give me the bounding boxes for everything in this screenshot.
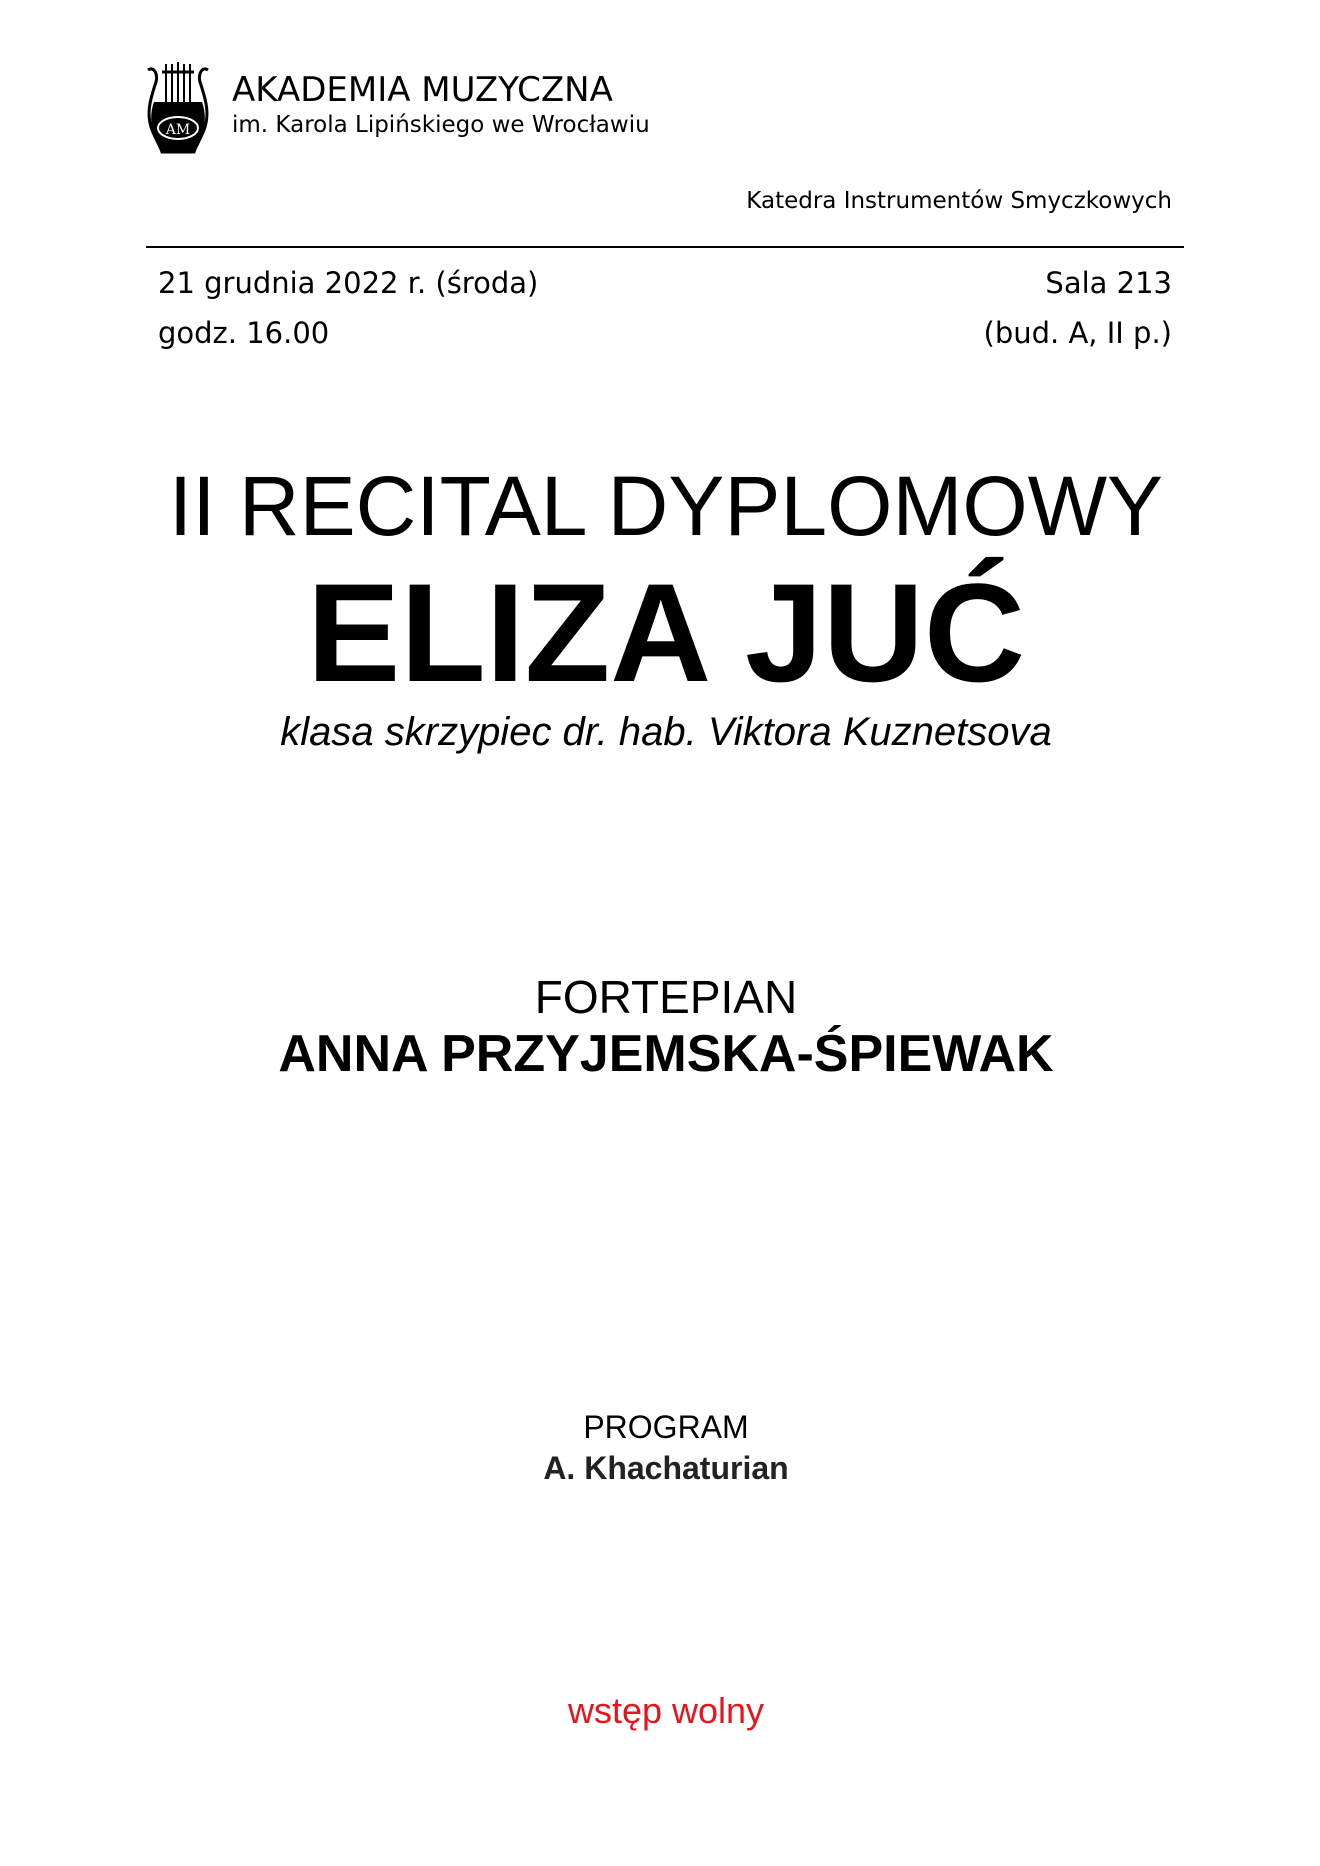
accompanist-name: ANNA PRZYJEMSKA-ŚPIEWAK bbox=[278, 1025, 1054, 1083]
event-building: (bud. A, II p.) bbox=[983, 316, 1172, 350]
svg-text:AM: AM bbox=[165, 122, 191, 138]
institution-name: AKADEMIA MUZYCZNA bbox=[232, 70, 613, 110]
event-room: Sala 213 bbox=[1045, 266, 1172, 300]
accompanist-label: FORTEPIAN bbox=[534, 971, 798, 1023]
event-time: godz. 16.00 bbox=[158, 316, 330, 350]
lyre-logo-icon bbox=[140, 52, 216, 154]
divider bbox=[146, 246, 1184, 248]
program-composer: A. Khachaturian bbox=[543, 1450, 789, 1486]
institution-subtitle: im. Karola Lipińskiego we Wrocławiu bbox=[232, 112, 650, 138]
program-label: PROGRAM bbox=[583, 1409, 749, 1445]
free-entry-note: wstęp wolny bbox=[567, 1690, 765, 1731]
recital-title: II RECITAL DYPLOMOWY bbox=[168, 459, 1164, 553]
performer-class: klasa skrzypiec dr. hab. Viktora Kuznetsova bbox=[280, 710, 1052, 754]
performer-name: ELIZA JUĆ bbox=[306, 554, 1026, 711]
event-date: 21 grudnia 2022 r. (środa) bbox=[158, 266, 539, 300]
department: Katedra Instrumentów Smyczkowych bbox=[746, 188, 1172, 214]
